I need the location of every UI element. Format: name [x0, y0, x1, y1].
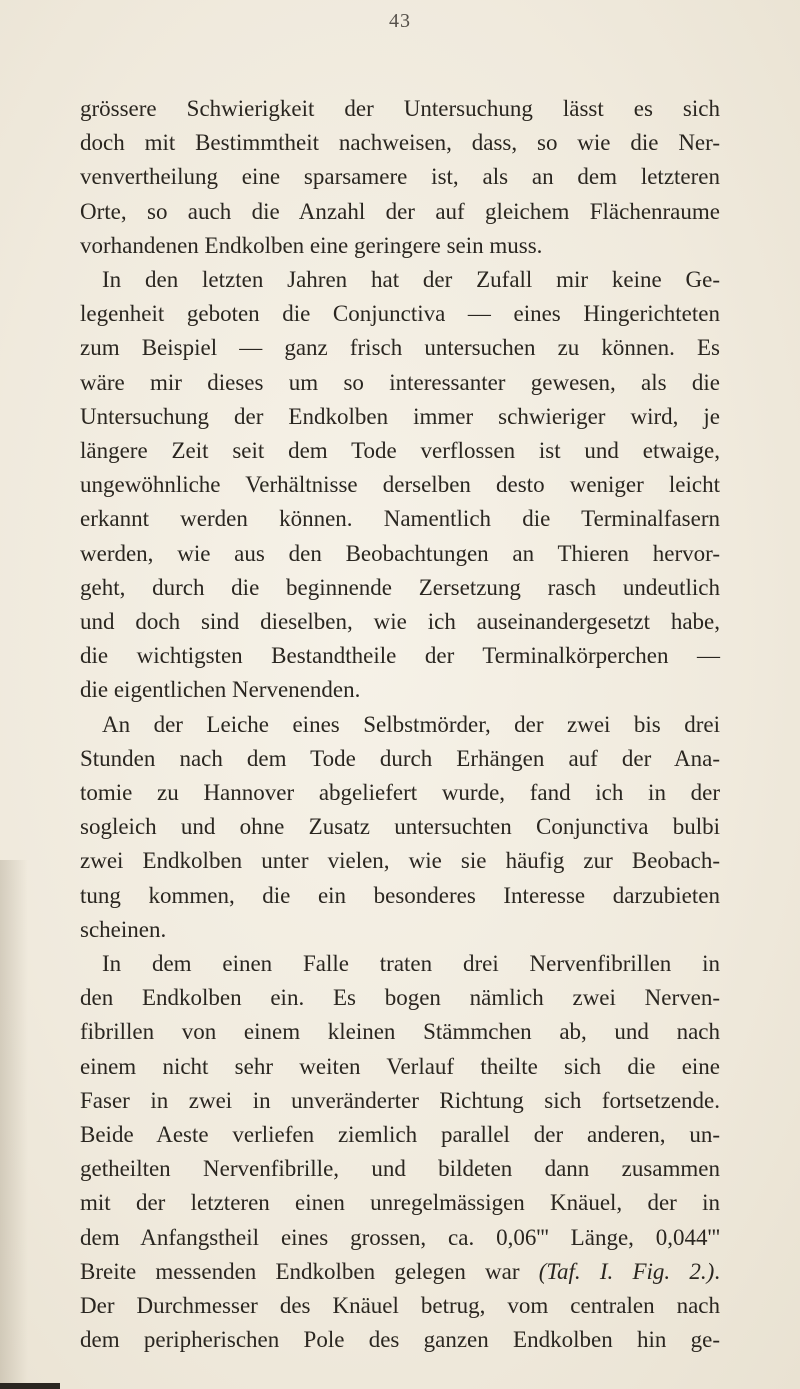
text-line: In dem einen Falle traten drei Nervenfibrillen in	[102, 951, 720, 976]
text-line: Beide Aeste verliefen ziemlich parallel der anderen, un-	[80, 1122, 720, 1147]
text-line: erkannt werden können. Namentlich die Terminalfasern	[80, 506, 720, 532]
text-line: einem nicht sehr weiten Verlauf theilte sich die eine	[80, 1053, 720, 1079]
text-line: grössere Schwierigkeit der Untersuchung lässt es sich	[80, 96, 720, 121]
text-line: ungewöhnliche Verhältnisse derselben desto weniger leicht	[80, 472, 720, 498]
text-line: Breite messenden Endkolben gelegen war (Taf. I. Fig. 2.).	[80, 1258, 720, 1284]
text-line: längere Zeit seit dem Tode verflossen ist und etwaige,	[80, 438, 720, 463]
text-line: tomie zu Hannover abgeliefert wurde, fand ich in der	[80, 780, 720, 805]
text-line: vorhandenen Endkolben eine geringere sein muss.	[80, 232, 543, 258]
text-line: die eigentlichen Nervenenden.	[80, 677, 361, 703]
spine-shadow	[0, 860, 28, 1389]
text-line: getheilten Nervenfibrille, und bildeten dann zusammen	[80, 1156, 720, 1182]
text-line: scheinen.	[80, 916, 167, 942]
text-line: zum Beispiel — ganz frisch untersuchen zu können. Es	[80, 335, 720, 361]
text-line: Der Durchmesser des Knäuel betrug, vom centralen nach	[80, 1293, 720, 1318]
text-line: Faser in zwei in unveränderter Richtung sich fortsetzende.	[80, 1087, 720, 1113]
text-line: wäre mir dieses um so interessanter gewesen, als die	[80, 369, 720, 395]
text-line: dem peripherischen Pole des ganzen Endkolben hin ge-	[80, 1327, 720, 1353]
text-line: dem Anfangstheil eines grossen, ca. 0,06''' Länge, 0,044'''	[80, 1224, 720, 1250]
text-line: fibrillen von einem kleinen Stämmchen ab, und nach	[80, 1019, 720, 1045]
text-line: die wichtigsten Bestandtheile der Terminalkörperchen —	[80, 643, 720, 669]
text-line: legenheit geboten die Conjunctiva — eines Hingerichteten	[80, 301, 720, 327]
text-line: Orte, so auch die Anzahl der auf gleichem Flächenraume	[80, 198, 720, 224]
text-line: venvertheilung eine sparsamere ist, als an dem letzteren	[80, 164, 720, 190]
binding-mark	[0, 1383, 60, 1389]
text-line: sogleich und ohne Zusatz untersuchten Conjunctiva bulbi	[80, 814, 720, 840]
figure-reference: (Taf. I. Fig. 2.)	[538, 1258, 715, 1284]
text-line: mit der letzteren einen unregelmässigen Knäuel, der in	[80, 1190, 720, 1216]
text-line: doch mit Bestimmtheit nachweisen, dass, so wie die Ner-	[80, 130, 720, 156]
text-line: zwei Endkolben unter vielen, wie sie häufig zur Beobach-	[80, 848, 720, 874]
text-line: In den letzten Jahren hat der Zufall mir keine Ge-	[102, 267, 720, 292]
text-line: und doch sind dieselben, wie ich auseinandergesetzt habe,	[80, 609, 720, 634]
text-line: geht, durch die beginnende Zersetzung rasch undeutlich	[80, 574, 720, 600]
text-line: An der Leiche eines Selbstmörder, der zwei bis drei	[102, 711, 720, 737]
text-line: werden, wie aus den Beobachtungen an Thieren hervor-	[80, 540, 720, 566]
text-line: Untersuchung der Endkolben immer schwieriger wird, je	[80, 403, 720, 429]
page-number: 43	[389, 10, 411, 32]
text-line: den Endkolben ein. Es bogen nämlich zwei Nerven-	[80, 985, 720, 1011]
text-line: tung kommen, die ein besonderes Interesse darzubieten	[80, 882, 720, 908]
text-line: Stunden nach dem Tode durch Erhängen auf der Ana-	[80, 745, 720, 771]
